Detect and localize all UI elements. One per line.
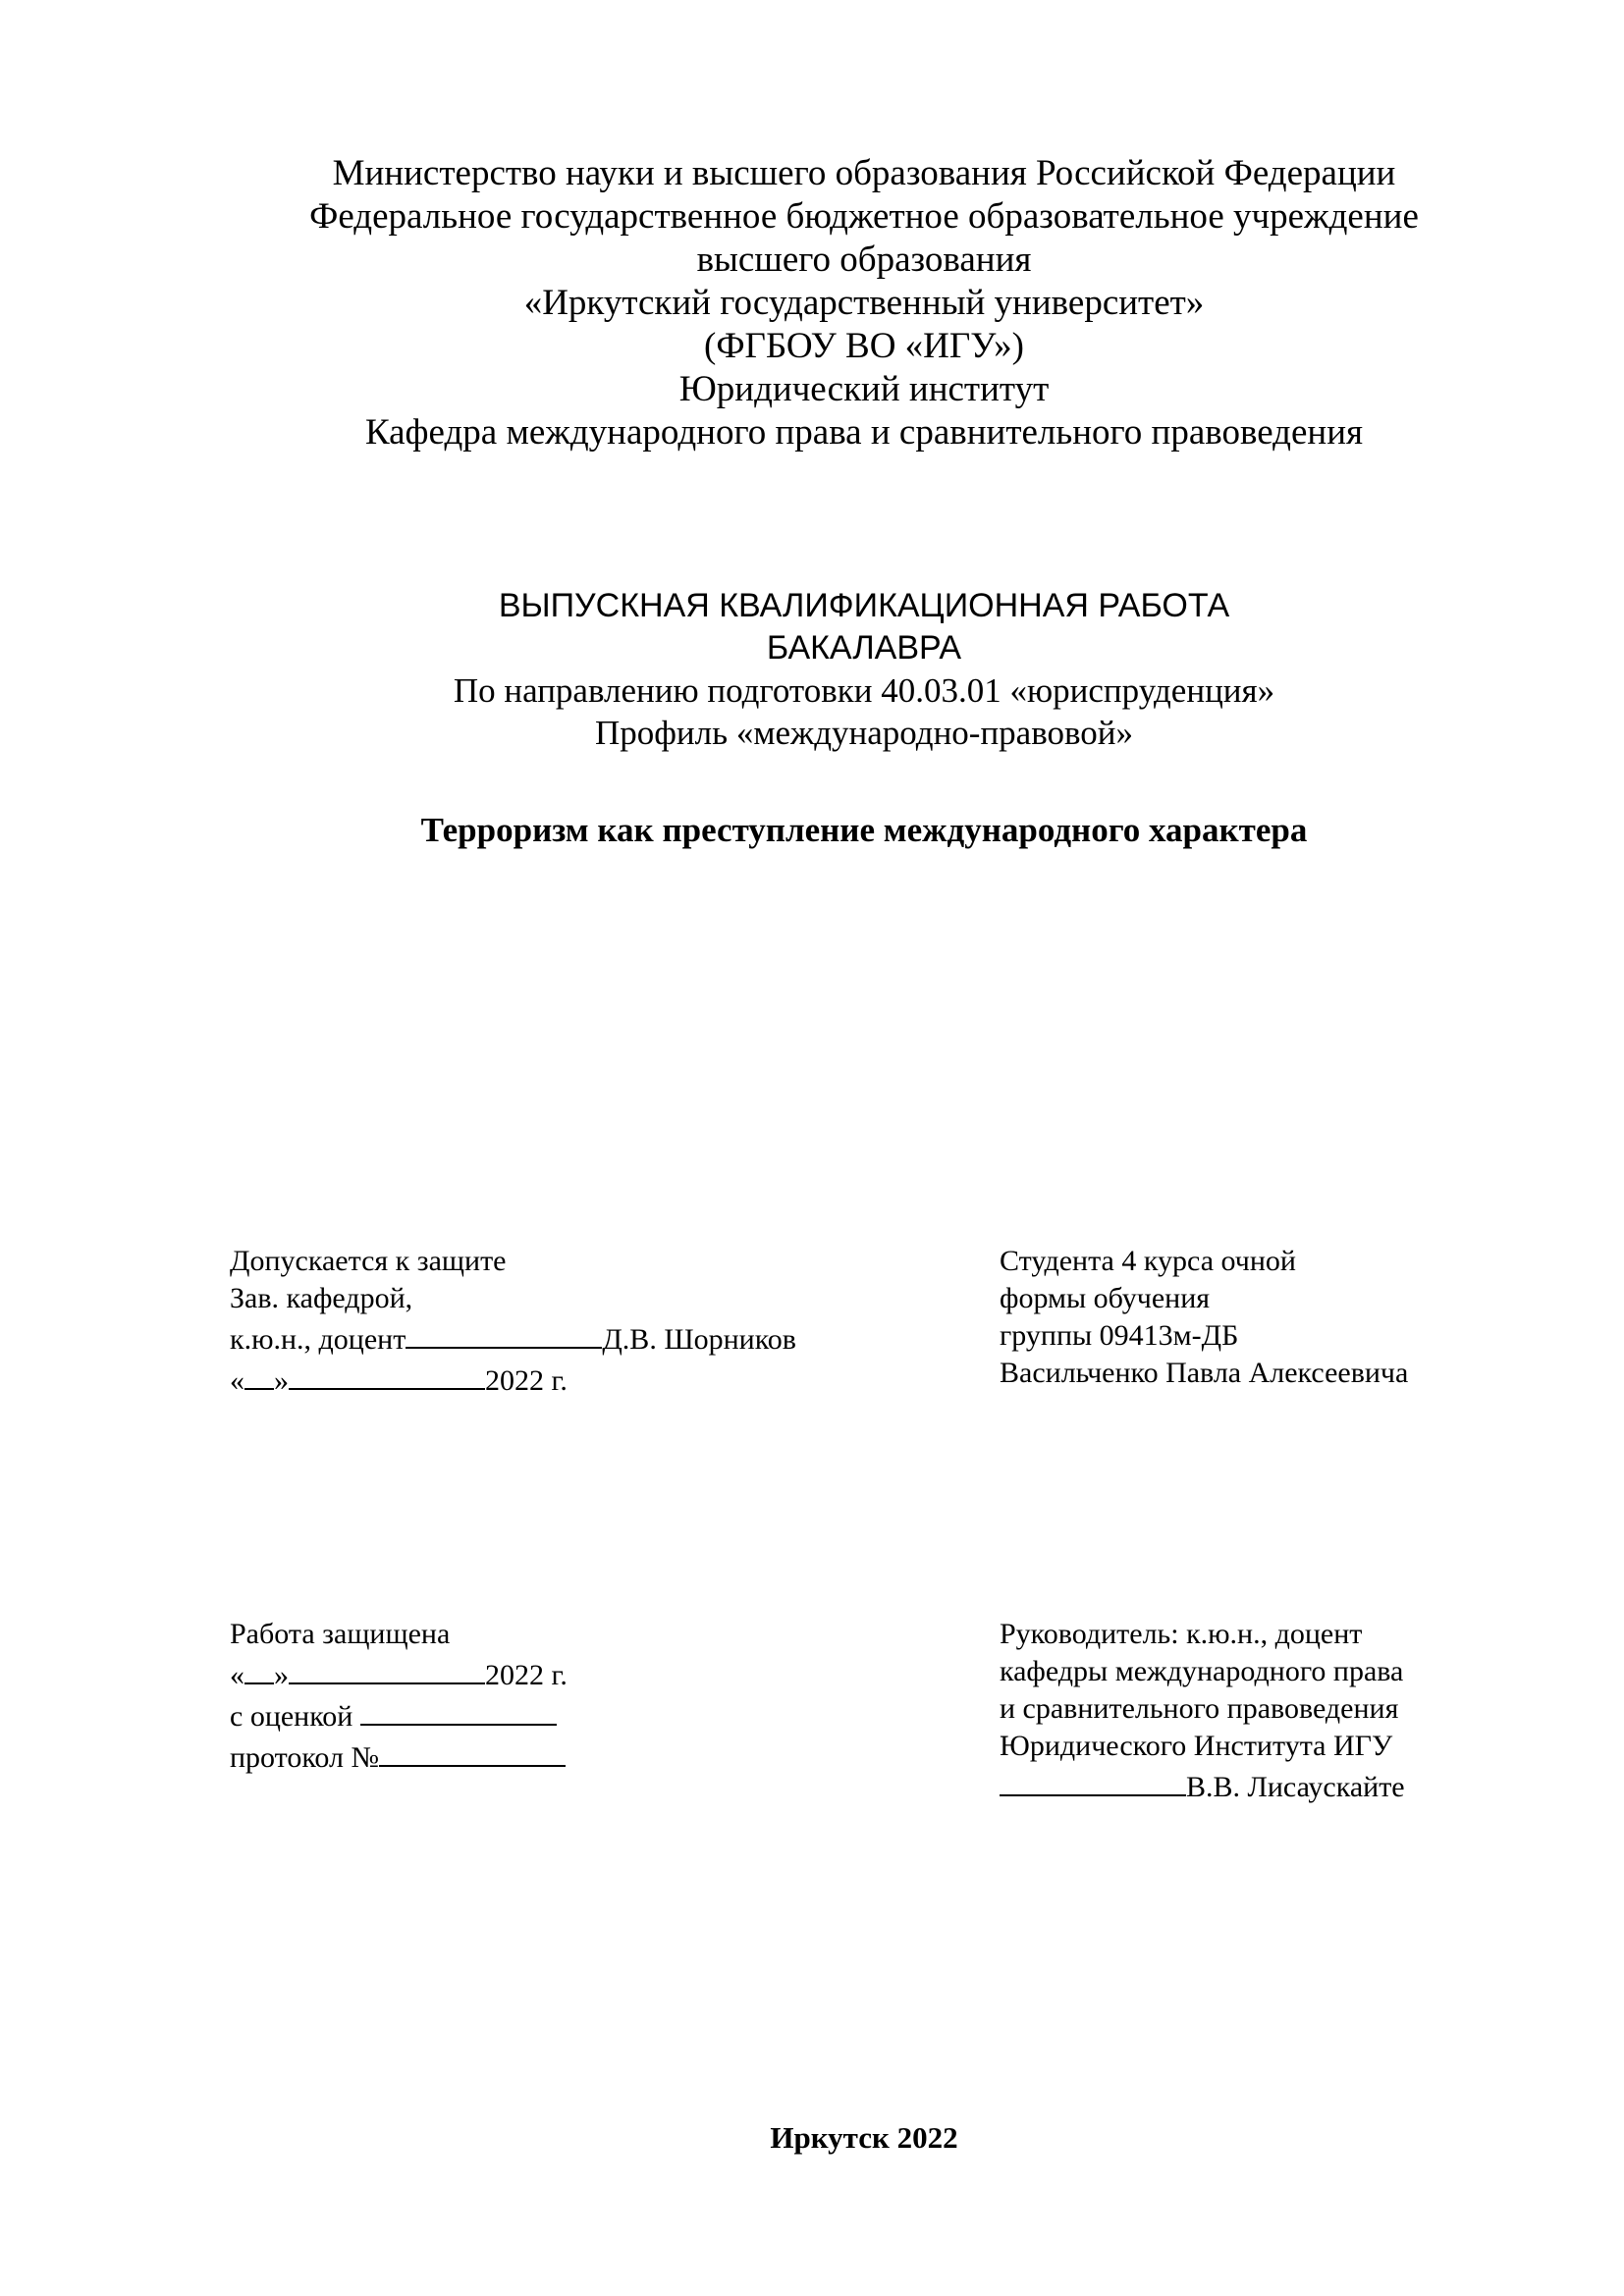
day-blank xyxy=(244,1653,274,1684)
work-type-line: ВЫПУСКНАЯ КВАЛИФИКАЦИОННАЯ РАБОТА xyxy=(498,587,1230,624)
ministry-line: Министерство науки и высшего образования Российской Федерации xyxy=(332,153,1396,193)
head-signature-line: к.ю.н., доцент Д.В. Шорников xyxy=(230,1317,796,1359)
grade-blank xyxy=(360,1694,557,1726)
signature-blank xyxy=(1000,1765,1186,1796)
month-blank xyxy=(289,1653,485,1684)
defense-date-line: « » 2022 г. xyxy=(230,1653,568,1694)
institute-line: Юридический институт xyxy=(678,369,1050,409)
institution-header xyxy=(236,152,1492,454)
supervisor-signature-line xyxy=(1000,1765,1405,1806)
supervisor-title-line: Руководитель: к.ю.н., доцент xyxy=(1000,1618,1363,1650)
student-name-line: Васильченко Павла Алексеевича xyxy=(1000,1357,1409,1389)
defense-status-line: Работа защищена xyxy=(230,1618,451,1650)
work-type-block xyxy=(236,585,1492,754)
thesis-topic: Терроризм как преступление международного характера xyxy=(420,811,1308,849)
supervisor-name: В.В. Лисаускайте xyxy=(1186,1771,1405,1803)
institution-type-line: Федеральное государственное бюджетное образовательное учреждение xyxy=(309,196,1419,237)
admission-line: Допускается к защите xyxy=(230,1245,507,1277)
education-level-line: высшего образования xyxy=(696,240,1032,280)
student-course-line: Студента 4 курса очной xyxy=(1000,1245,1296,1277)
grade-line: с оценкой xyxy=(230,1694,568,1735)
admission-block xyxy=(230,1243,796,1400)
university-name-line: «Иркутский государственный университет» xyxy=(523,283,1205,323)
department-line: Кафедра международного права и сравнительного правоведения xyxy=(364,412,1364,453)
head-name: Д.В. Шорников xyxy=(602,1323,796,1356)
supervisor-block xyxy=(1000,1616,1405,1806)
head-of-department-line: Зав. кафедрой, xyxy=(230,1282,413,1314)
supervisor-institute-line: Юридического Института ИГУ xyxy=(1000,1730,1393,1762)
protocol-blank xyxy=(379,1735,566,1767)
student-group-line: группы 09413м-ДБ xyxy=(1000,1319,1239,1352)
supervisor-department-line-2: и сравнительного правоведения xyxy=(1000,1692,1399,1725)
city-year: Иркутск 2022 xyxy=(770,2120,958,2155)
admission-date-line: « » 2022 г. xyxy=(230,1359,796,1400)
day-blank xyxy=(244,1359,274,1390)
university-abbr-line: (ФГБОУ ВО «ИГУ») xyxy=(704,326,1024,366)
month-blank xyxy=(289,1359,485,1390)
profile-line: Профиль «международно-правовой» xyxy=(594,714,1134,752)
supervisor-department-line: кафедры международного права xyxy=(1000,1655,1404,1687)
program-line: По направлению подготовки 40.03.01 «юриспруденция» xyxy=(453,671,1275,710)
defense-block xyxy=(230,1616,568,1777)
protocol-line: протокол № xyxy=(230,1735,568,1777)
student-form-line: формы обучения xyxy=(1000,1282,1211,1314)
student-block xyxy=(1000,1243,1408,1392)
signature-blank xyxy=(406,1317,602,1349)
degree-line: БАКАЛАВРА xyxy=(766,629,962,667)
